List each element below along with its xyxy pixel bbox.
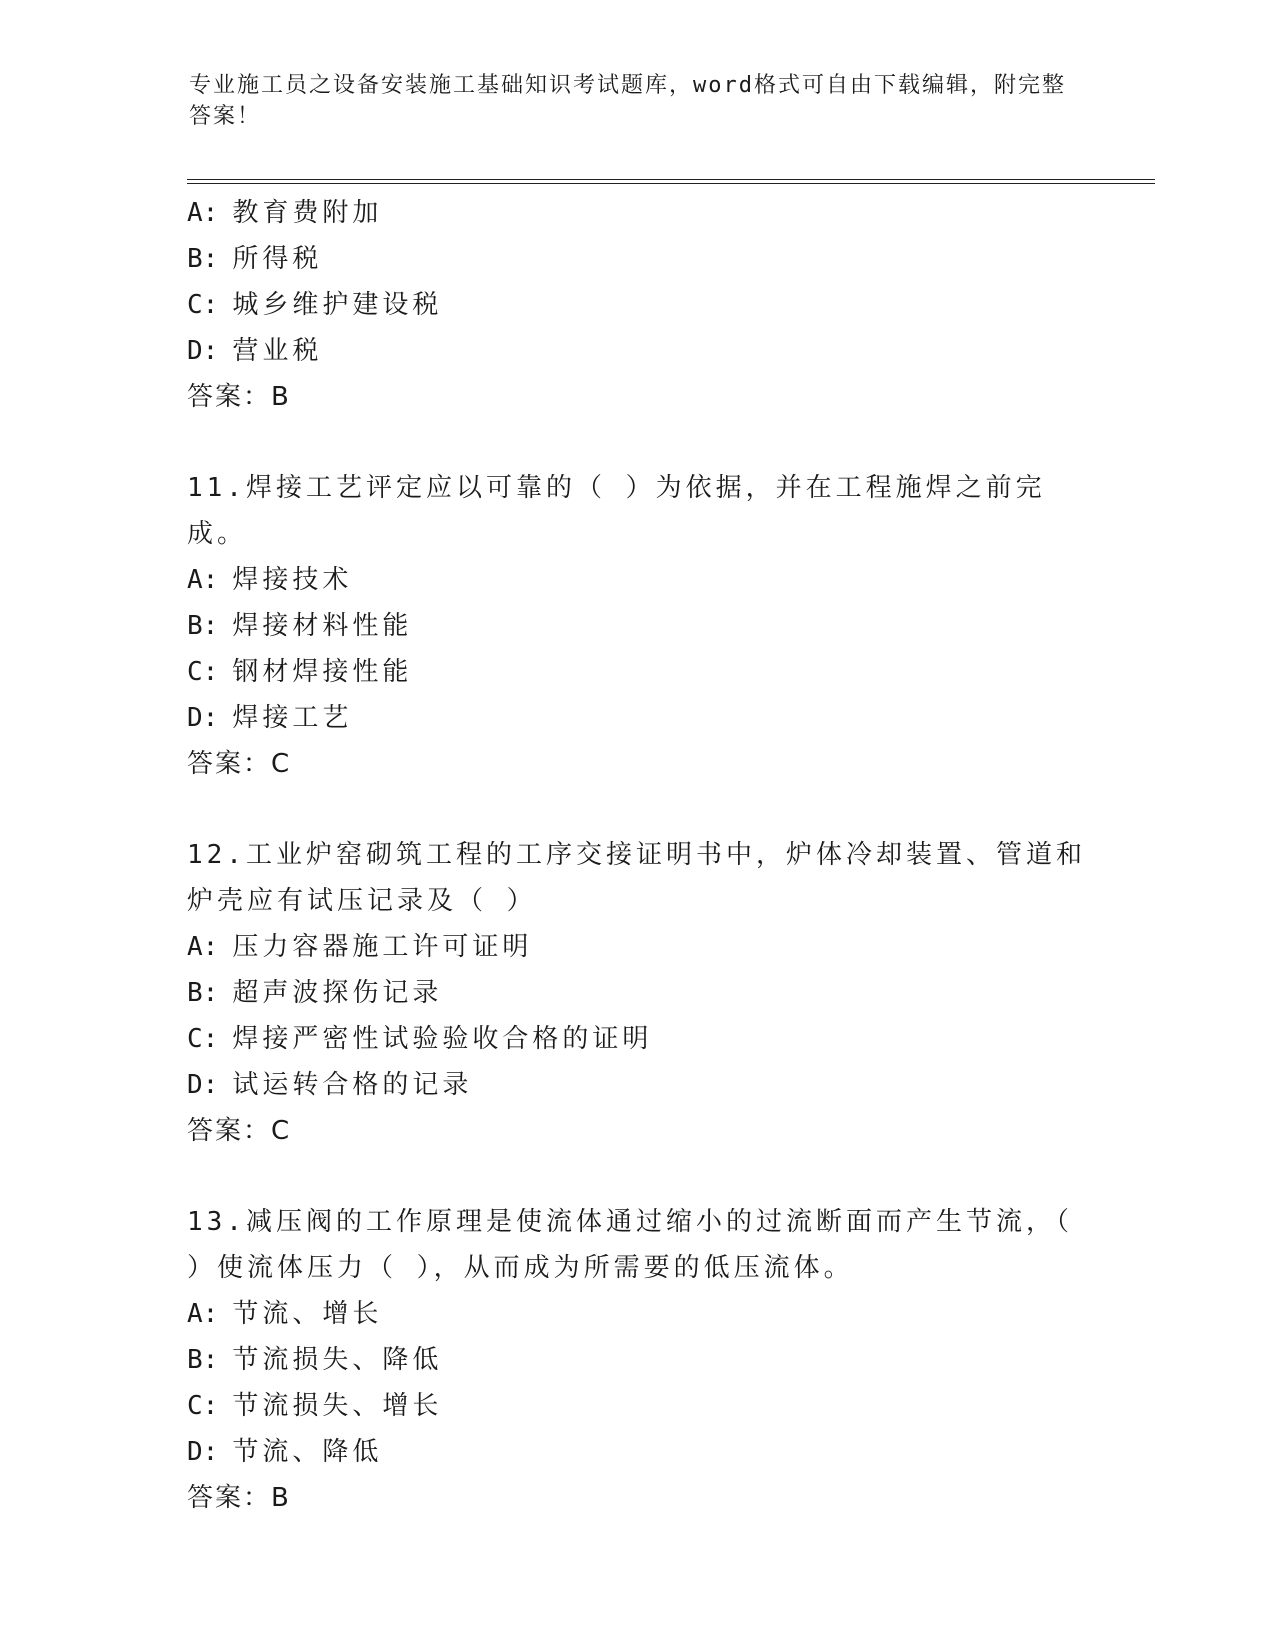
answer: 答案：C xyxy=(187,1116,292,1146)
question-12 xyxy=(187,832,1087,1154)
answer: 答案：B xyxy=(187,1483,291,1513)
question-10 xyxy=(187,190,1087,420)
question-11 xyxy=(187,465,1087,787)
question-stem: 11.焊接工艺评定应以可靠的（ ）为依据，并在工程施焊之前完成。 xyxy=(187,473,1046,549)
header-divider-top xyxy=(187,179,1155,180)
question-stem: 13.减压阀的工作原理是使流体通过缩小的过流断面而产生节流，（ ）使流体压力（ ），从而成为所需要的低压流体。 xyxy=(187,1207,1073,1283)
question-list xyxy=(187,190,1087,1521)
answer: 答案：B xyxy=(187,382,291,412)
question-13 xyxy=(187,1199,1087,1521)
option-c: C: 节流损失、增长 xyxy=(187,1391,443,1421)
option-c: C: 钢材焊接性能 xyxy=(187,657,413,687)
option-a: A: 焊接技术 xyxy=(187,565,353,595)
option-a: A: 节流、增长 xyxy=(187,1299,383,1329)
option-d: D: 焊接工艺 xyxy=(187,703,353,733)
option-b: B: 所得税 xyxy=(187,244,323,274)
option-b: B: 超声波探伤记录 xyxy=(187,978,443,1008)
option-a: A: 教育费附加 xyxy=(187,198,383,228)
document-header: 专业施工员之设备安装施工基础知识考试题库，word格式可自由下载编辑，附完整答案！ xyxy=(189,73,1066,129)
question-stem: 12.工业炉窑砌筑工程的工序交接证明书中，炉体冷却装置、管道和炉壳应有试压记录及（ ） xyxy=(187,840,1086,916)
option-c: C: 城乡维护建设税 xyxy=(187,290,443,320)
option-a: A: 压力容器施工许可证明 xyxy=(187,932,533,962)
option-d: D: 节流、降低 xyxy=(187,1437,383,1467)
option-b: B: 焊接材料性能 xyxy=(187,611,413,641)
option-d: D: 试运转合格的记录 xyxy=(187,1070,473,1100)
option-c: C: 焊接严密性试验验收合格的证明 xyxy=(187,1024,653,1054)
header-divider-bottom xyxy=(187,183,1155,184)
answer: 答案：C xyxy=(187,749,292,779)
option-d: D: 营业税 xyxy=(187,336,323,366)
option-b: B: 节流损失、降低 xyxy=(187,1345,443,1375)
